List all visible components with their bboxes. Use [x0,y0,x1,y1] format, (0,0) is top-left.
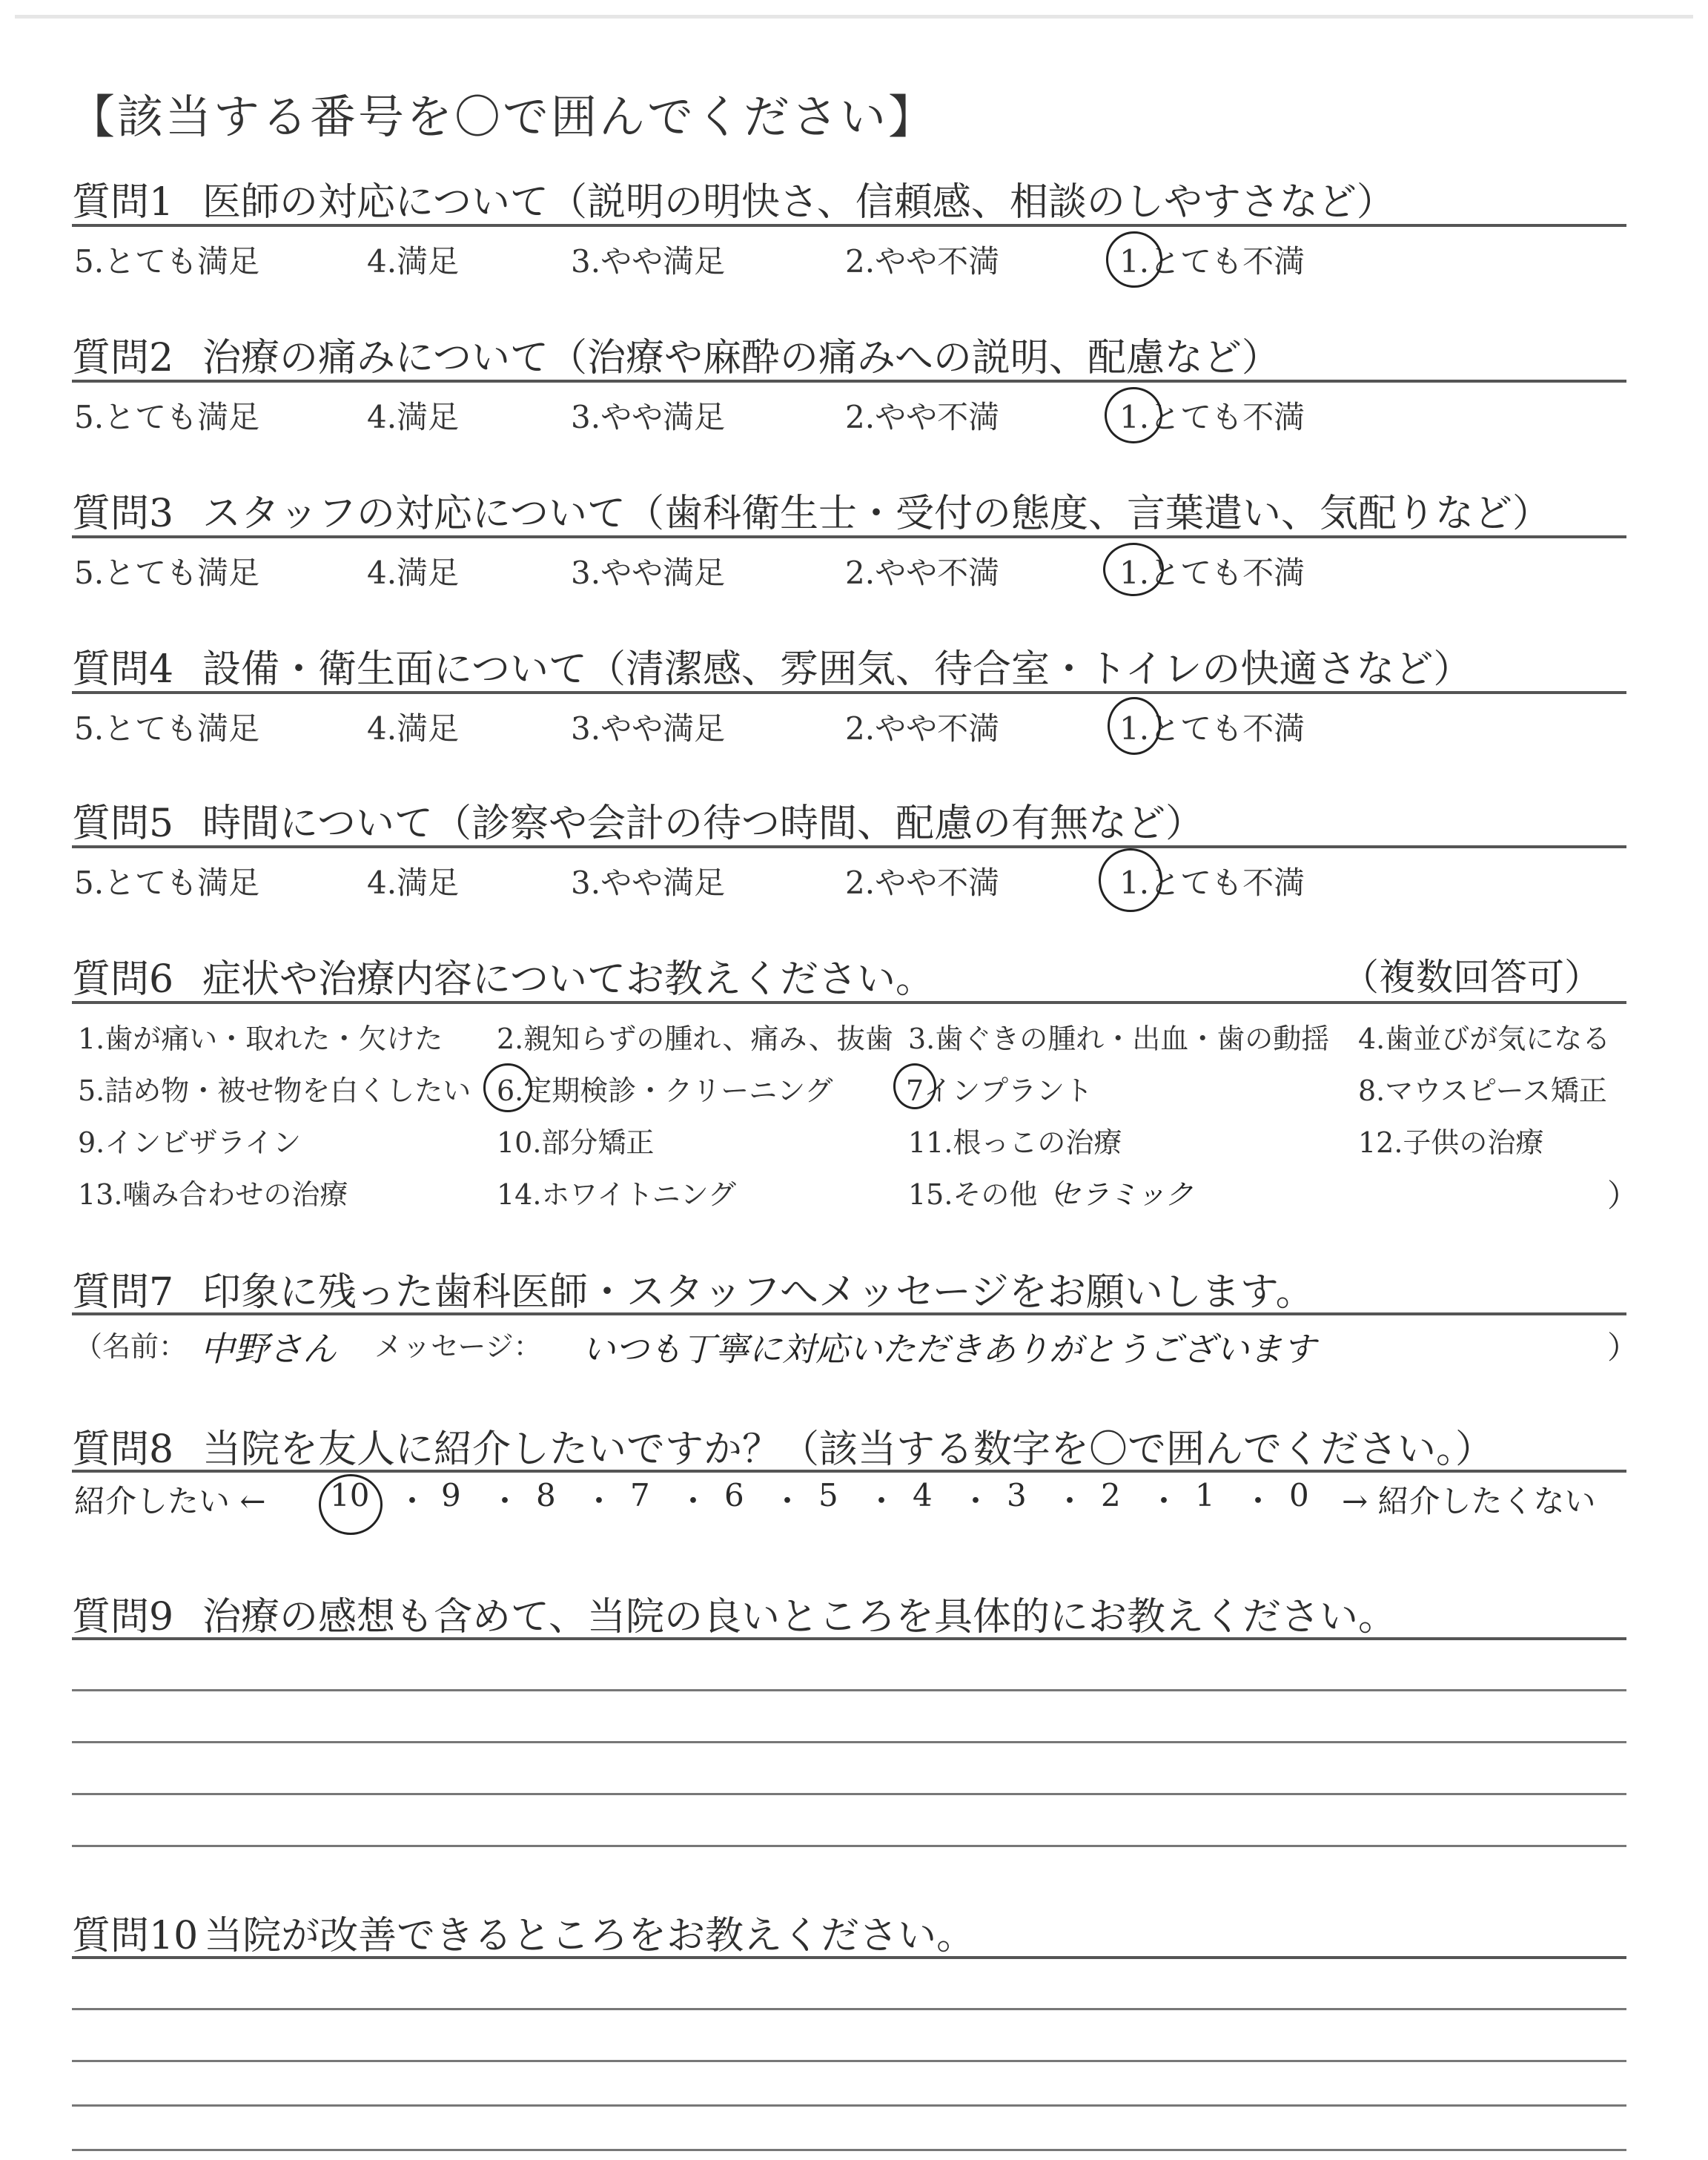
q6-option-12[interactable]: 12.子供の治療 [1358,1126,1544,1159]
q8-dot: ・ [397,1483,428,1519]
q4-option-2[interactable]: 2.やや不満 [845,710,1000,747]
question-2-rule [72,380,1626,383]
q3-option-1[interactable]: 1.とても不満 [1119,555,1305,591]
q6-option-6[interactable]: 6.定期検診・クリーニング [497,1074,833,1107]
q10-answer-line[interactable] [72,2149,1626,2151]
q8-scale-9[interactable]: 9 [441,1477,461,1513]
q8-left-label: 紹介したい ← [74,1483,266,1519]
q8-dot: ・ [772,1483,804,1519]
q5-option-3[interactable]: 3.やや満足 [571,865,726,901]
q8-scale-0[interactable]: 0 [1289,1477,1309,1513]
q10-answer-line[interactable] [72,2104,1626,2107]
q5-option-1[interactable]: 1.とても不満 [1119,865,1305,901]
q1-selection-circle [1106,231,1162,288]
question-1-title: 質問1 医師の対応について（説明の明快さ、信頼感、相談のしやすさなど） [72,180,1395,225]
question-9-rule [72,1637,1626,1640]
q4-option-5[interactable]: 5.とても満足 [74,710,260,747]
question-6-note: （複数回答可） [1342,956,1601,999]
q8-dot: ・ [1054,1483,1086,1519]
q6-option-10[interactable]: 10.部分矯正 [497,1126,655,1159]
q2-option-4[interactable]: 4.満足 [367,399,460,435]
q8-scale-3[interactable]: 3 [1007,1477,1027,1513]
question-10-title: 質問10 当院が改善できるところをお教えください。 [72,1914,976,1958]
question-5-title: 質問5 時間について（診察や会計の待つ時間、配慮の有無など） [72,802,1204,846]
q6-option-14[interactable]: 14.ホワイトニング [497,1178,737,1211]
q7-message-handwritten[interactable]: いつも丁寧に対応いただきありがとうございます [582,1330,1317,1369]
q8-dot: ・ [866,1483,898,1519]
question-3-rule [72,535,1626,538]
q6-option-15[interactable]: 15.その他（ [908,1178,1066,1211]
q8-dot: ・ [1148,1483,1180,1519]
q6-option-7-circle [893,1063,936,1109]
q8-selection-circle [319,1474,383,1535]
q3-option-5[interactable]: 5.とても満足 [74,555,260,591]
q6-other-handwritten[interactable]: セラミック [1053,1178,1194,1211]
q6-option-8[interactable]: 8.マウスピース矯正 [1358,1074,1607,1107]
question-6-rule [72,1001,1626,1004]
question-7-title: 質問7 印象に残った歯科医師・スタッフへメッセージをお願いします。 [72,1270,1314,1315]
q1-option-4[interactable]: 4.満足 [367,243,460,280]
q2-option-5[interactable]: 5.とても満足 [74,399,260,435]
q6-option-11[interactable]: 11.根っこの治療 [908,1126,1122,1159]
q8-scale-2[interactable]: 2 [1101,1477,1121,1513]
q8-dot: ・ [489,1483,521,1519]
q8-scale-1[interactable]: 1 [1195,1477,1215,1513]
q8-scale-6[interactable]: 6 [724,1477,744,1513]
q3-option-3[interactable]: 3.やや満足 [571,555,726,591]
q3-selection-circle [1103,543,1164,596]
q7-close-paren: ） [1607,1330,1639,1366]
q4-option-1[interactable]: 1.とても不満 [1119,710,1305,747]
q7-message-label: メッセージ： [374,1330,542,1363]
q6-option-2[interactable]: 2.親知らずの腫れ、痛み、抜歯 [497,1023,893,1055]
q5-option-5[interactable]: 5.とても満足 [74,865,260,901]
q8-dot: ・ [960,1483,992,1519]
q8-scale-7[interactable]: 7 [630,1477,650,1513]
q4-option-4[interactable]: 4.満足 [367,710,460,747]
question-9-title: 質問9 治療の感想も含めて、当院の良いところを具体的にお教えください。 [72,1595,1397,1639]
q6-option-13[interactable]: 13.噛み合わせの治療 [78,1178,348,1211]
question-8-title: 質問8 当院を友人に紹介したいですか？（該当する数字を〇で囲んでください。） [72,1427,1494,1472]
q8-dot: ・ [583,1483,615,1519]
q6-option-4[interactable]: 4.歯並びが気になる [1358,1023,1611,1055]
q2-option-3[interactable]: 3.やや満足 [571,399,726,435]
page-header: 【該当する番号を〇で囲んでください】 [69,90,937,144]
question-2-title: 質問2 治療の痛みについて（治療や麻酔の痛みへの説明、配慮など） [72,336,1280,380]
question-10-rule [72,1956,1626,1959]
q6-option-7[interactable]: 7インプラント [906,1074,1093,1107]
q6-option-1[interactable]: 1.歯が痛い・取れた・欠けた [78,1023,443,1055]
question-8-rule [72,1470,1626,1473]
q6-other-close-paren: ） [1607,1178,1639,1214]
q6-option-5[interactable]: 5.詰め物・被せ物を白くしたい [78,1074,471,1107]
question-4-title: 質問4 設備・衛生面について（清潔感、雰囲気、待合室・トイレの快適さなど） [72,647,1472,692]
q3-option-2[interactable]: 2.やや不満 [845,555,1000,591]
q1-option-2[interactable]: 2.やや不満 [845,243,1000,280]
q8-scale-5[interactable]: 5 [818,1477,838,1513]
q4-selection-circle [1108,697,1161,755]
q9-answer-line[interactable] [72,1793,1626,1795]
q7-name-handwritten[interactable]: 中野さん [200,1329,337,1369]
q8-scale-8[interactable]: 8 [536,1477,556,1513]
q6-option-9[interactable]: 9.インビザライン [78,1126,302,1159]
scan-top-edge [15,15,1693,19]
q8-dot: ・ [678,1483,709,1519]
q1-option-5[interactable]: 5.とても満足 [74,243,260,280]
q7-name-label: （名前： [74,1330,188,1363]
q10-answer-line[interactable] [72,2008,1626,2010]
q4-option-3[interactable]: 3.やや満足 [571,710,726,747]
q3-option-4[interactable]: 4.満足 [367,555,460,591]
question-7-rule [72,1312,1626,1315]
q2-option-2[interactable]: 2.やや不満 [845,399,1000,435]
q5-option-4[interactable]: 4.満足 [367,865,460,901]
q8-scale-4[interactable]: 4 [913,1477,933,1513]
q2-option-1[interactable]: 1.とても不満 [1119,399,1305,435]
q9-answer-line[interactable] [72,1741,1626,1743]
q1-option-3[interactable]: 3.やや満足 [571,243,726,280]
q2-selection-circle [1105,387,1162,443]
question-4-rule [72,691,1626,694]
question-6-title: 質問6 症状や治療内容についてお教えください。 [72,957,934,1002]
question-3-title: 質問3 スタッフの対応について（歯科衛生士・受付の態度、言葉遣い、気配りなど） [72,492,1551,536]
q5-selection-circle [1099,848,1162,912]
q8-dot: ・ [1242,1483,1274,1519]
q6-option-6-circle [483,1063,532,1112]
q10-answer-line[interactable] [72,2060,1626,2062]
q1-option-1[interactable]: 1.とても不満 [1119,243,1305,280]
q5-option-2[interactable]: 2.やや不満 [845,865,1000,901]
q8-scale-10[interactable]: 10 [330,1477,370,1513]
q8-right-label: → 紹介したくない [1342,1483,1596,1519]
question-5-rule [72,845,1626,848]
q9-answer-line[interactable] [72,1689,1626,1691]
q9-answer-line[interactable] [72,1845,1626,1847]
question-1-rule [72,224,1626,227]
q6-option-3[interactable]: 3.歯ぐきの腫れ・出血・歯の動揺 [908,1023,1330,1055]
